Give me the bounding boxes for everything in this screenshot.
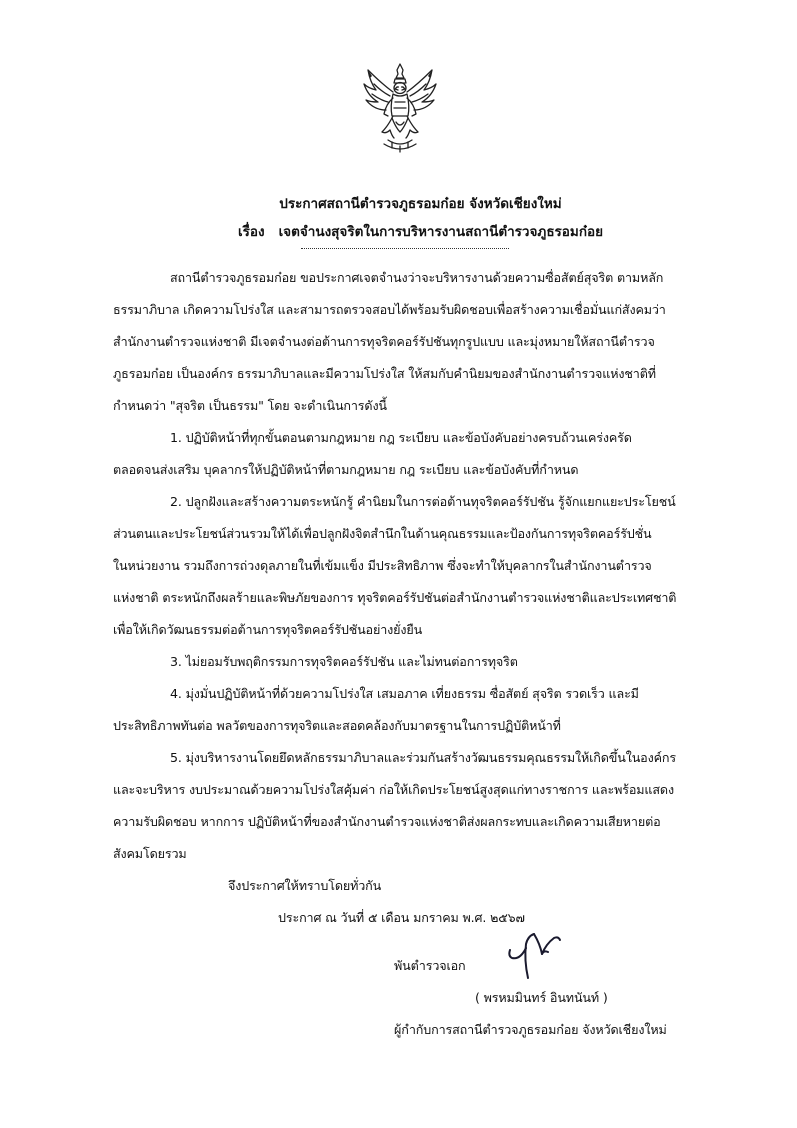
item-5-line: และจะบริหาร งบประมาณด้วยความโปร่งใสคุ้มค่า ก่อให้เกิดประโยชน์สูงสุดแก่ทางราชการ และพร้อมแสดง (113, 782, 674, 797)
item-5-line: ความรับผิดชอบ หากการ ปฏิบัติหน้าที่ของสำนักงานตำรวจแห่งชาติส่งผลกระทบและเกิดความเสียหายต่อ (113, 814, 661, 829)
item-5-line: สังคมโดยรวม (113, 846, 187, 861)
item-2-line: แห่งชาติ ตระหนักถึงผลร้ายและพิษภัยของการ ทุจริตคอร์รัปชันต่อสำนักงานตำรวจแห่งชาติและประเทศชาติ (113, 590, 677, 605)
handwritten-signature-icon (498, 930, 568, 982)
closing-announce: จึงประกาศให้ทราบโดยทั่วกัน (228, 878, 382, 893)
announcement-title: ประกาศสถานีตำรวจภูธรอมก๋อย จังหวัดเชียงใหม่ (279, 196, 562, 212)
item-1-line: 1. ปฏิบัติหน้าที่ทุกขั้นตอนตามกฎหมาย กฎ ระเบียบ และข้อบังคับอย่างครบถ้วนเคร่งครัด (170, 430, 632, 445)
item-4-line: 4. มุ่งมั่นปฏิบัติหน้าที่ด้วยความโปร่งใส เสมอภาค เที่ยงธรรม ซื่อสัตย์ สุจริต รวดเร็ว และมี (170, 686, 639, 701)
item-5-line: 5. มุ่งบริหารงานโดยยึดหลักธรรมาภิบาลและร่วมกันสร้างวัฒนธรรมคุณธรรมให้เกิดขึ้นในองค์กร (170, 750, 676, 765)
item-4-line: ประสิทธิภาพทันต่อ พลวัตของการทุจริตและสอดคล้องกับมาตรฐานในการปฏิบัติหน้าที่ (113, 718, 561, 733)
subject-label: เรื่อง (237, 224, 265, 240)
garuda-emblem-icon (362, 62, 438, 154)
item-2-line: เพื่อให้เกิดวัฒนธรรมต่อต้านการทุจริตคอร์รัปชันอย่างยั่งยืน (113, 622, 423, 637)
intro-line: สถานีตำรวจภูธรอมก๋อย ขอประกาศเจตจำนงว่าจะบริหารงานด้วยความซื่อสัตย์สุจริต ตามหลัก (170, 270, 664, 285)
announcement-date: ประกาศ ณ วันที่ ๕ เดือน มกราคม พ.ศ. ๒๕๖๗ (278, 910, 525, 925)
intro-line: ภูธรอมก๋อย เป็นองค์กร ธรรมาภิบาลและมีความโปร่งใส ให้สมกับคำนิยมของสำนักงานตำรวจแห่งชาติที่ (113, 366, 656, 381)
item-2-line: ส่วนตนและประโยชน์ส่วนรวมให้ได้เพื่อปลูกฝังจิตสำนึกในด้านคุณธรรมและป้องกันการทุจริตคอร์รัปชั่น (113, 526, 652, 541)
item-3-line: 3. ไม่ยอมรับพฤติกรรมการทุจริตคอร์รัปชัน และไม่ทนต่อการทุจริต (170, 654, 518, 669)
signatory-position: ผู้กำกับการสถานีตำรวจภูธรอมก๋อย จังหวัดเชียงใหม่ (394, 1022, 667, 1037)
intro-line: สำนักงานตำรวจแห่งชาติ มีเจตจำนงต่อต้านการทุจริตคอร์รัปชันทุกรูปแบบ และมุ่งหมายให้สถานีตำรวจ (113, 334, 655, 349)
dotted-divider (301, 248, 509, 249)
announcement-subject (22, 220, 797, 242)
item-1-line: ตลอดจนส่งเสริม บุคลากรให้ปฏิบัติหน้าที่ตามกฎหมาย กฎ ระเบียบ และข้อบังคับที่กำหนด (113, 462, 579, 477)
subject-text: เจตจำนงสุจริตในการบริหารงานสถานีตำรวจภูธรอมก๋อย (278, 224, 604, 240)
item-2-line: ในหน่วยงาน รวมถึงการถ่วงดุลภายในที่เข้มแข็ง มีประสิทธิภาพ ซึ่งจะทำให้บุคลากรในสำนักงานตำรวจ (113, 558, 652, 573)
signatory-name: ( พรหมมินทร์ อินทนันท์ ) (475, 990, 608, 1005)
intro-line: กำหนดว่า "สุจริต เป็นธรรม" โดย จะดำเนินการดังนี้ (113, 398, 387, 413)
item-2-line: 2. ปลูกฝังและสร้างความตระหนักรู้ คำนิยมในการต่อต้านทุจริตคอร์รัปชัน รู้จักแยกแยะประโยชน์ (170, 494, 676, 509)
intro-line: ธรรมาภิบาล เกิดความโปร่งใส และสามารถตรวจสอบได้พร้อมรับผิดชอบเพื่อสร้างความเชื่อมั่นแก่สังคมว่า (113, 302, 666, 317)
signatory-rank: พันตำรวจเอก (394, 958, 466, 973)
